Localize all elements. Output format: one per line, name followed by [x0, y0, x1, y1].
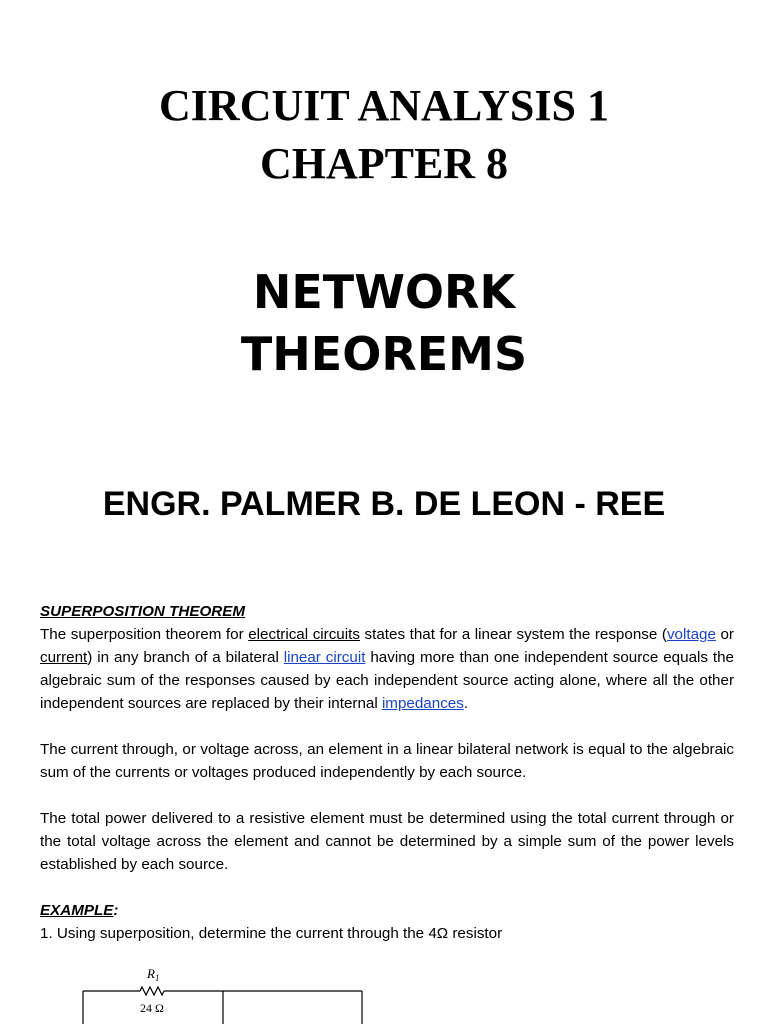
title-line-1: CIRCUIT ANALYSIS 1	[159, 81, 609, 130]
p1-text-2: states that for a linear system the response (	[359, 626, 667, 643]
example-item-1: 1. Using superposition, determine the current through the 4Ω resistor	[40, 925, 503, 942]
circuit-wires	[83, 991, 362, 1024]
superposition-heading: SUPERPOSITION THEOREM	[40, 603, 246, 620]
example-colon: :	[113, 902, 119, 919]
resistor-r1-symbol	[140, 987, 164, 995]
p1-text-4: ) in any branch of a bilateral	[87, 649, 284, 666]
link-voltage[interactable]: voltage	[666, 626, 716, 643]
spacer	[40, 784, 734, 807]
p1-text-3: or	[715, 626, 734, 643]
link-electrical-circuits[interactable]: electrical circuits	[248, 626, 360, 643]
author-name: ENGR. PALMER B. DE LEON - REE	[102, 485, 666, 523]
p1-text-6: .	[463, 695, 469, 712]
spacer	[40, 876, 734, 899]
subtitle-line-2: THEOREMS	[240, 327, 528, 381]
link-linear-circuit[interactable]: linear circuit	[283, 649, 366, 666]
spacer	[40, 715, 734, 738]
p1-text-1: The superposition theorem for	[40, 626, 249, 643]
section-heading	[40, 600, 734, 623]
title-line-2: CHAPTER 8	[259, 139, 509, 188]
link-impedances[interactable]: impedances	[381, 695, 464, 712]
circuit-diagram	[80, 964, 370, 1024]
r1-value: 24 Ω	[140, 1001, 164, 1015]
document-body	[40, 600, 734, 945]
example-heading: EXAMPLE	[40, 902, 114, 919]
paragraph-current-voltage: The current through, or voltage across, an element in a linear bilateral network is equal to the algebraic sum of the currents or voltages produced independently by each source.	[40, 741, 734, 781]
link-current[interactable]: current	[40, 649, 88, 666]
r1-label: $R_1$	[147, 966, 160, 983]
example-heading-line	[40, 899, 734, 922]
paragraph-power: The total power delivered to a resistive element must be determined using the total current through or the total voltage across the element and cannot be determined by a simple sum of the power levels established by each source.	[40, 810, 734, 873]
p1-text-5: having more than one independent source equals the algebraic sum of the responses caused by each independent source acting alone, where all the other independent sources are replaced by their internal	[40, 649, 734, 712]
subtitle-line-1: NETWORK	[252, 265, 516, 319]
paragraph-definition	[40, 623, 734, 715]
